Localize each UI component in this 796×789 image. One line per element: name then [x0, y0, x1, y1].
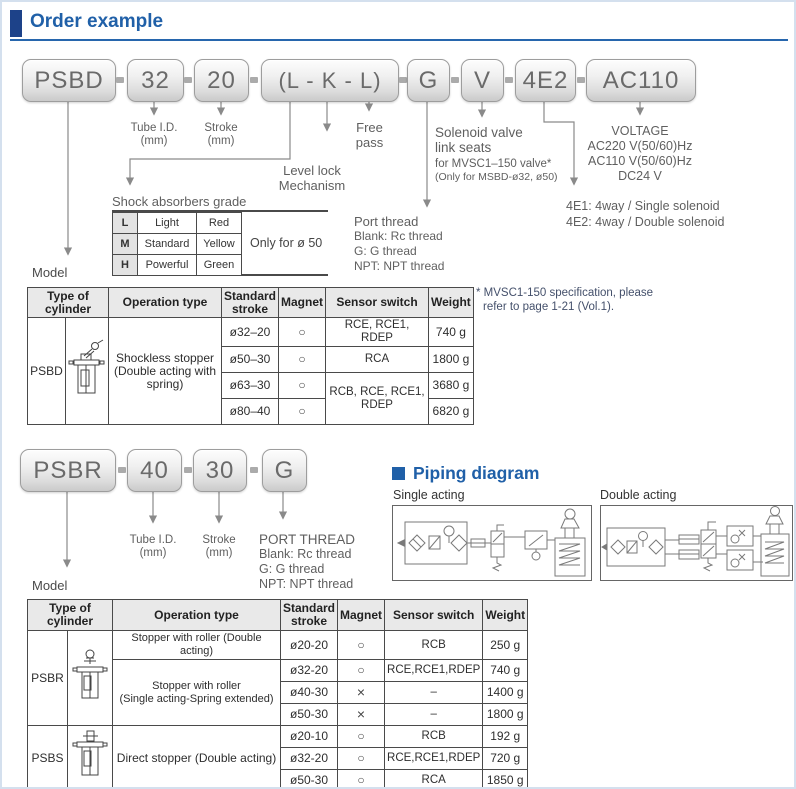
callout-line: for MVSC1–150 valve* [435, 158, 552, 170]
weight-cell: 192 g [483, 726, 528, 748]
stroke-cell: ø20-10 [281, 726, 338, 748]
callout-line: G: G thread [259, 562, 325, 576]
model-label-2: Model [32, 578, 68, 593]
col-sensor-switch: Sensor switch [385, 600, 483, 631]
col-magnet: Magnet [279, 288, 326, 318]
callout-level-lock [262, 163, 362, 193]
code-dash [399, 77, 407, 83]
psbd-model-table [27, 287, 474, 425]
shock-grade-table [112, 210, 328, 276]
stroke-cell: ø63–30 [222, 373, 279, 399]
weight-cell: 1850 g [483, 770, 528, 789]
callout-line: AC110 V(50/60)Hz [588, 154, 692, 168]
table-header-row [28, 288, 474, 318]
stroke-cell: ø50-30 [281, 704, 338, 726]
callout-line: (mm) [139, 547, 167, 559]
code-dash [451, 77, 459, 83]
callout-port-thread [354, 214, 444, 274]
sensor-cell: – [385, 704, 483, 726]
col-type-of-cylinder: Type of cylinder [28, 288, 109, 318]
blue-square-bullet [392, 467, 405, 480]
callout-line: VOLTAGE [611, 124, 669, 138]
page-title: Order example [30, 11, 164, 32]
footnote-line: * MVSC1-150 specification, please [476, 287, 654, 299]
callout-line: AC220 V(50/60)Hz [587, 139, 693, 153]
sensor-cell: RCA [326, 347, 429, 373]
psbd-cylinder-icon [66, 318, 109, 425]
callout-port-thread-2 [259, 532, 355, 592]
footnote-line: refer to page 1-21 (Vol.1). [483, 301, 615, 313]
col-standard-stroke: Standard stroke [222, 288, 279, 318]
weight-cell: 250 g [483, 631, 528, 660]
footnote-mvsc [476, 286, 653, 314]
single-acting-schematic [392, 505, 592, 581]
magnet-cell: ○ [279, 318, 326, 347]
callout-line: Blank: Rc thread [354, 229, 443, 243]
shock-color: Yellow [197, 234, 242, 255]
col-magnet: Magnet [338, 600, 385, 631]
section-title-rule [10, 39, 788, 41]
stroke-cell: ø20-20 [281, 631, 338, 660]
code-dash [577, 77, 585, 83]
callout-line: (mm) [205, 547, 233, 559]
col-weight: Weight [483, 600, 528, 631]
shock-row [113, 213, 242, 234]
shock-name: Light [138, 213, 197, 234]
callout-line: Tube I.D. [129, 534, 177, 546]
model-name: PSBD [28, 318, 66, 425]
weight-cell: 740 g [483, 660, 528, 682]
magnet-cell: ○ [338, 631, 385, 660]
col-operation-type: Operation type [113, 600, 281, 631]
operation-type [113, 660, 281, 726]
model-label-1: Model [32, 265, 68, 280]
code-dash [118, 467, 126, 473]
sensor-cell: RCE, RCE1, RDEP [326, 318, 429, 347]
sensor-cell: RCE,RCE1,RDEP [385, 748, 483, 770]
model-name: PSBS [28, 726, 68, 789]
callout-line: Tube I.D. [130, 122, 178, 134]
sensor-cell: RCA [385, 770, 483, 789]
shock-note: Only for ø 50 [242, 212, 328, 276]
callout-stroke-2 [179, 534, 259, 560]
callout-line: Blank: Rc thread [259, 547, 352, 561]
model-name: PSBR [28, 631, 68, 726]
weight-cell: 1800 g [483, 704, 528, 726]
weight-cell: 1400 g [483, 682, 528, 704]
stroke-cell: ø80–40 [222, 399, 279, 425]
code-dash [184, 77, 192, 83]
shock-grade: H [113, 255, 138, 276]
shock-grade: M [113, 234, 138, 255]
stroke-cell: ø50–30 [222, 347, 279, 373]
callout-line: DC24 V [618, 169, 662, 183]
code-box-stroke-2: 30 [193, 449, 247, 492]
callout-line: Free [356, 120, 383, 135]
shock-grade-title: Shock absorbers grade [112, 194, 247, 209]
callout-line: (mm) [140, 135, 168, 147]
callout-line: Stroke [204, 122, 238, 134]
shock-color: Red [197, 213, 242, 234]
table-row [28, 318, 474, 347]
shock-row [113, 255, 242, 276]
weight-cell: 3680 g [429, 373, 474, 399]
callout-free-pass [342, 120, 397, 150]
callout-line: (Only for MSBD-ø32, ø50) [435, 171, 558, 183]
operation-type: Direct stopper (Double acting) [113, 726, 281, 789]
code-box-lkl: (L - K - L) [261, 59, 399, 102]
callout-line: Level lock [283, 163, 341, 178]
code-dash [505, 77, 513, 83]
col-sensor-switch: Sensor switch [326, 288, 429, 318]
magnet-cell: ○ [338, 660, 385, 682]
operation-line: Stopper with roller [152, 679, 241, 692]
stroke-cell: ø32-20 [281, 748, 338, 770]
code-dash [184, 467, 192, 473]
double-acting-schematic [600, 505, 793, 581]
code-dash [250, 77, 258, 83]
operation-line: (Single acting-Spring extended) [119, 692, 274, 705]
callout-line: link seats [435, 140, 492, 155]
magnet-cell: × [338, 682, 385, 704]
callout-stroke [181, 122, 261, 148]
col-operation-type: Operation type [109, 288, 222, 318]
magnet-cell: ○ [338, 748, 385, 770]
code-box-model-2: PSBR [20, 449, 116, 492]
operation-type: Shockless stopper (Double acting with spring) [109, 318, 222, 425]
psbs-cylinder-icon [68, 726, 113, 789]
magnet-cell: ○ [279, 399, 326, 425]
single-acting-label: Single acting [393, 488, 465, 502]
code-box-voltage: AC110 [586, 59, 696, 102]
callout-line: PORT THREAD [259, 532, 356, 547]
weight-cell: 720 g [483, 748, 528, 770]
shock-name: Powerful [138, 255, 197, 276]
psbr-cylinder-icon [68, 631, 113, 726]
code-box-tube-id-2: 40 [127, 449, 182, 492]
double-acting-label: Double acting [600, 488, 677, 502]
callout-line: Stroke [202, 534, 236, 546]
magnet-cell: ○ [338, 770, 385, 789]
code-box-port-thread: G [407, 59, 450, 102]
sensor-cell: RCB [385, 631, 483, 660]
operation-type: Stopper with roller (Double acting) [113, 631, 281, 660]
weight-cell: 6820 g [429, 399, 474, 425]
callout-line: G: G thread [354, 244, 417, 258]
sensor-cell: RCB [385, 726, 483, 748]
code-box-model: PSBD [22, 59, 116, 102]
callout-line: NPT: NPT thread [354, 259, 445, 273]
stroke-cell: ø50-30 [281, 770, 338, 789]
callout-line: NPT: NPT thread [259, 577, 354, 591]
shock-row [113, 234, 242, 255]
section-title-bar [10, 10, 22, 37]
magnet-cell: × [338, 704, 385, 726]
callout-line: Mechanism [278, 178, 346, 193]
code-box-tube-id: 32 [127, 59, 184, 102]
callout-voltage [572, 124, 708, 184]
magnet-cell: ○ [338, 726, 385, 748]
psbr-psbs-model-table [27, 599, 528, 789]
callout-line: Solenoid valve [435, 125, 523, 140]
sensor-cell: RCE,RCE1,RDEP [385, 660, 483, 682]
table-row [28, 726, 528, 748]
piping-diagram-title [392, 463, 539, 484]
shock-grade: L [113, 213, 138, 234]
magnet-cell: ○ [279, 347, 326, 373]
code-box-stroke: 20 [194, 59, 249, 102]
shock-color: Green [197, 255, 242, 276]
shock-name: Standard [138, 234, 197, 255]
stroke-cell: ø32-20 [281, 660, 338, 682]
stroke-cell: ø32–20 [222, 318, 279, 347]
callout-line: 4E1: 4way / Single solenoid [566, 199, 720, 213]
sensor-cell: – [385, 682, 483, 704]
callout-line: 4E2: 4way / Double solenoid [566, 215, 725, 229]
code-dash [250, 467, 258, 473]
callout-line: (mm) [207, 135, 235, 147]
code-dash [116, 77, 124, 83]
code-box-valve-seat: V [461, 59, 504, 102]
table-header-row [28, 600, 528, 631]
callout-line: pass [355, 135, 384, 150]
callout-4e-types [566, 198, 724, 230]
stroke-cell: ø40-30 [281, 682, 338, 704]
callout-line: Port thread [354, 214, 419, 229]
piping-title-text: Piping diagram [413, 463, 540, 483]
code-box-port-thread-2: G [262, 449, 307, 492]
col-weight: Weight [429, 288, 474, 318]
code-box-solenoid-type: 4E2 [515, 59, 576, 102]
magnet-cell: ○ [279, 373, 326, 399]
weight-cell: 1800 g [429, 347, 474, 373]
callout-solenoid-seats [435, 125, 558, 183]
sensor-cell: RCB, RCE, RCE1, RDEP [326, 373, 429, 425]
col-type-of-cylinder: Type of cylinder [28, 600, 113, 631]
table-row [28, 631, 528, 660]
weight-cell: 740 g [429, 318, 474, 347]
col-standard-stroke: Standard stroke [281, 600, 338, 631]
